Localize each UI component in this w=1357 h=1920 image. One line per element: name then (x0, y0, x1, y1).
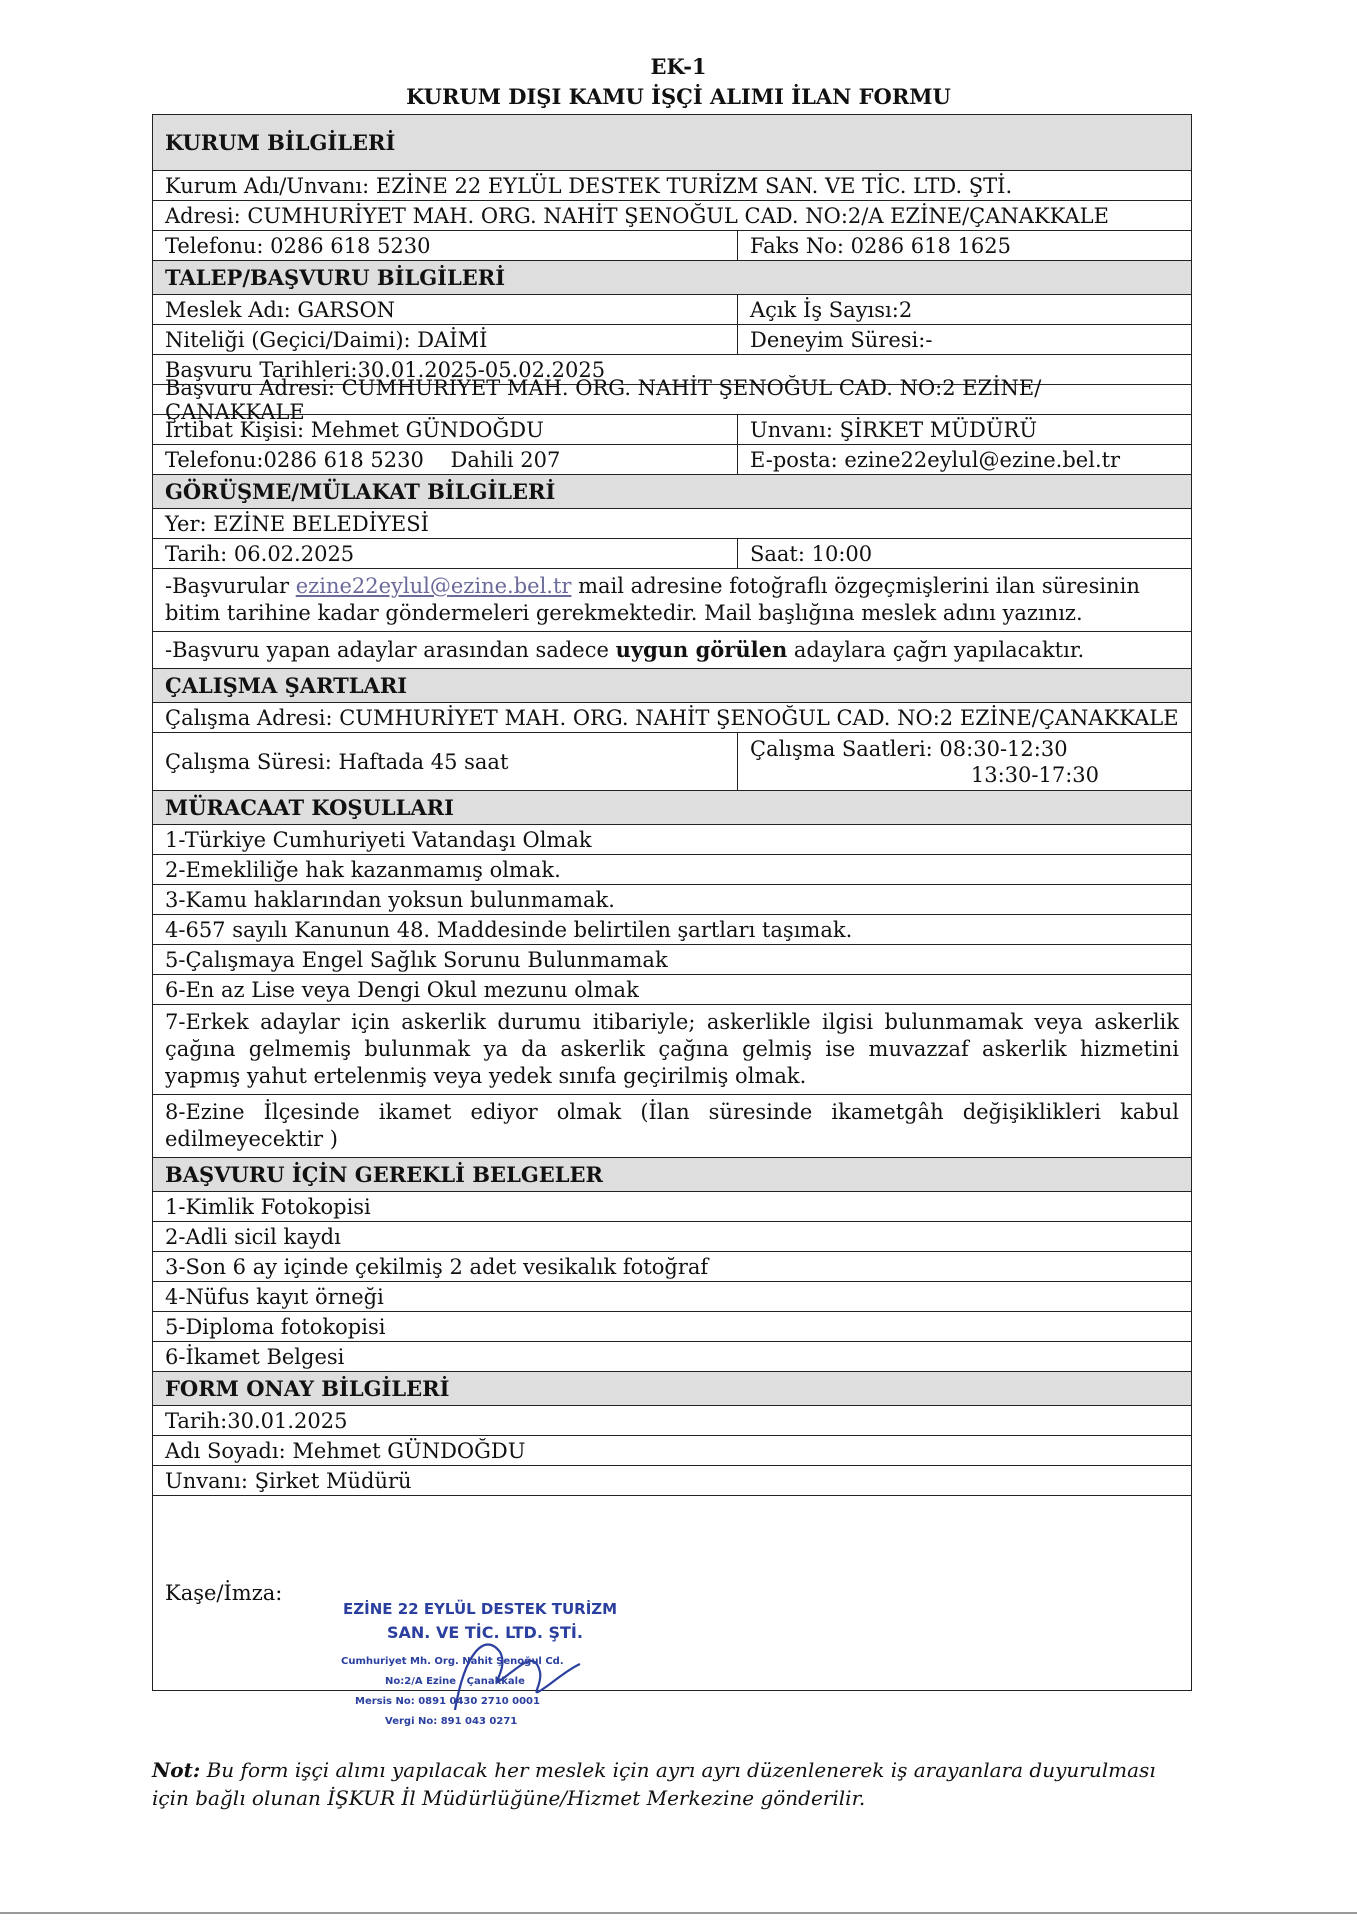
talep-row-2 (153, 325, 1191, 355)
job-nature: Niteliği (Geçici/Daimi): DAİMİ (153, 325, 738, 354)
selection-note-post: adaylara çağrı yapılacaktır. (787, 638, 1085, 662)
form-code: EK-1 (650, 54, 707, 79)
section-kurum: KURUM BİLGİLERİ (153, 115, 1191, 171)
work-hours (738, 733, 1191, 790)
stamp-line-4: No:2/A Ezine / Çanakkale (385, 1676, 525, 1687)
document-item: 6-İkamet Belgesi (153, 1342, 1191, 1372)
condition-item: 5-Çalışmaya Engel Sağlık Sorunu Bulunmamak (153, 945, 1191, 975)
document-item: 4-Nüfus kayıt örneği (153, 1282, 1191, 1312)
interview-place: Yer: EZİNE BELEDİYESİ (153, 509, 1191, 539)
footer-note (152, 1756, 1192, 1812)
interview-date: Tarih: 06.02.2025 (153, 539, 738, 568)
approval-name: Adı Soyadı: Mehmet GÜNDOĞDU (153, 1436, 1191, 1466)
contact-email: E-posta: ezine22eylul@ezine.bel.tr (750, 447, 1121, 472)
stamp-line-1: EZİNE 22 EYLÜL DESTEK TURİZM (343, 1600, 618, 1618)
kurum-contact-row (153, 231, 1191, 261)
application-note-post: mail adresine fotoğraflı özgeçmişlerini ilan süresinin bitim tarihine kadar göndermeleri gerekmektedir. Mail başlığına meslek adını yazınız. (165, 574, 1140, 625)
stamp-line-3: Cumhuriyet Mh. Org. Nahit Şenoğul Cd. (341, 1656, 564, 1667)
approval-date: Tarih:30.01.2025 (153, 1406, 1191, 1436)
section-belgeler: BAŞVURU İÇİN GEREKLİ BELGELER (153, 1158, 1191, 1192)
work-time-row (153, 733, 1191, 791)
application-note (153, 569, 1191, 632)
work-hours-1: Çalışma Saatleri: 08:30-12:30 (750, 736, 1068, 761)
talep-row-1 (153, 295, 1191, 325)
condition-item: 8-Ezine İlçesinde ikamet ediyor olmak (İlan süresinde ikametgâh değişiklikleri kabul edilmeyecektir ) (153, 1095, 1191, 1158)
kurum-address: Adresi: CUMHURİYET MAH. ORG. NAHİT ŞENOĞUL CAD. NO:2/A EZİNE/ÇANAKKALE (153, 201, 1191, 231)
section-gorusme: GÖRÜŞME/MÜLAKAT BİLGİLERİ (153, 475, 1191, 509)
talep-row-4 (153, 445, 1191, 475)
kurum-phone: Telefonu: 0286 618 5230 (153, 231, 738, 260)
form-table (152, 114, 1192, 1691)
stamp-signature-cell (153, 1496, 1191, 1690)
condition-item: 3-Kamu haklarından yoksun bulunmamak. (153, 885, 1191, 915)
stamp-line-2: SAN. VE TİC. LTD. ŞTİ. (387, 1623, 583, 1642)
document-item: 3-Son 6 ay içinde çekilmiş 2 adet vesikalık fotoğraf (153, 1252, 1191, 1282)
document-item: 1-Kimlik Fotokopisi (153, 1192, 1191, 1222)
note-text: Bu form işçi alımı yapılacak her meslek için ayrı ayrı düzenlenerek iş arayanlara duyurulması için bağlı olunan İŞKUR İl Müdürlüğüne/Hizmet Merkezine gönderilir. (152, 1758, 1156, 1810)
section-muracaat: MÜRACAAT KOŞULLARI (153, 791, 1191, 825)
document-item: 5-Diploma fotokopisi (153, 1312, 1191, 1342)
application-note-pre: -Başvurular (165, 574, 296, 598)
work-hours-2: 13:30-17:30 (970, 762, 1099, 787)
stamp-line-5: Mersis No: 0891 0430 2710 0001 (355, 1696, 540, 1707)
selection-note (153, 632, 1191, 669)
selection-note-pre: -Başvuru yapan adaylar arasından sadece (165, 638, 616, 662)
talep-row-3 (153, 415, 1191, 445)
open-positions: Açık İş Sayısı:2 (750, 297, 913, 322)
job-name: Meslek Adı: GARSON (153, 295, 738, 324)
scan-edge-line (0, 1912, 1357, 1914)
condition-item: 7-Erkek adaylar için askerlik durumu itibariyle; askerlikle ilgisi bulunmamak veya askerlik çağına gelmemiş bulunmak ya da askerlik çağına gelmiş ise muvazzaf askerlik hizmetini yapmış yahut ertelenmiş veya yedek sınıfa geçirilmiş olmak. (153, 1005, 1191, 1095)
interview-time: Saat: 10:00 (750, 541, 873, 566)
contact-person: İrtibat Kişisi: Mehmet GÜNDOĞDU (153, 415, 738, 444)
contact-title: Unvanı: ŞİRKET MÜDÜRÜ (750, 417, 1038, 442)
kurum-fax: Faks No: 0286 618 1625 (750, 233, 1011, 258)
condition-item: 2-Emekliliğe hak kazanmamış olmak. (153, 855, 1191, 885)
work-address: Çalışma Adresi: CUMHURİYET MAH. ORG. NAHİT ŞENOĞUL CAD. NO:2 EZİNE/ÇANAKKALE (153, 703, 1191, 733)
condition-item: 6-En az Lise veya Dengi Okul mezunu olmak (153, 975, 1191, 1005)
selection-note-bold: uygun görülen (615, 637, 788, 662)
stamp-label: Kaşe/İmza: (165, 1581, 283, 1605)
application-dates: Başvuru Tarihleri:30.01.2025-05.02.2025 (153, 355, 1191, 385)
section-talep: TALEP/BAŞVURU BİLGİLERİ (153, 261, 1191, 295)
email-link[interactable]: ezine22eylul@ezine.bel.tr (295, 574, 572, 598)
note-label: Not: (152, 1758, 201, 1782)
kurum-name: Kurum Adı/Unvanı: EZİNE 22 EYLÜL DESTEK TURİZM SAN. VE TİC. LTD. ŞTİ. (153, 171, 1191, 201)
condition-item: 1-Türkiye Cumhuriyeti Vatandaşı Olmak (153, 825, 1191, 855)
experience: Deneyim Süresi:- (750, 327, 933, 352)
work-duration: Çalışma Süresi: Haftada 45 saat (153, 733, 738, 790)
stamp-line-6: Vergi No: 891 043 0271 (385, 1716, 518, 1727)
section-onay: FORM ONAY BİLGİLERİ (153, 1372, 1191, 1406)
condition-item: 4-657 sayılı Kanunun 48. Maddesinde belirtilen şartları taşımak. (153, 915, 1191, 945)
form-title: KURUM DIŞI KAMU İŞÇİ ALIMI İLAN FORMU (406, 84, 951, 109)
contact-phone: Telefonu:0286 618 5230 Dahili 207 (153, 445, 738, 474)
application-address: Başvuru Adresi: CUMHURİYET MAH. ORG. NAHİT ŞENOĞUL CAD. NO:2 EZİNE/ÇANAKKALE (153, 385, 1191, 415)
interview-datetime (153, 539, 1191, 569)
section-calisma: ÇALIŞMA ŞARTLARI (153, 669, 1191, 703)
company-stamp (335, 1592, 635, 1742)
document-item: 2-Adli sicil kaydı (153, 1222, 1191, 1252)
approval-title: Unvanı: Şirket Müdürü (153, 1466, 1191, 1496)
